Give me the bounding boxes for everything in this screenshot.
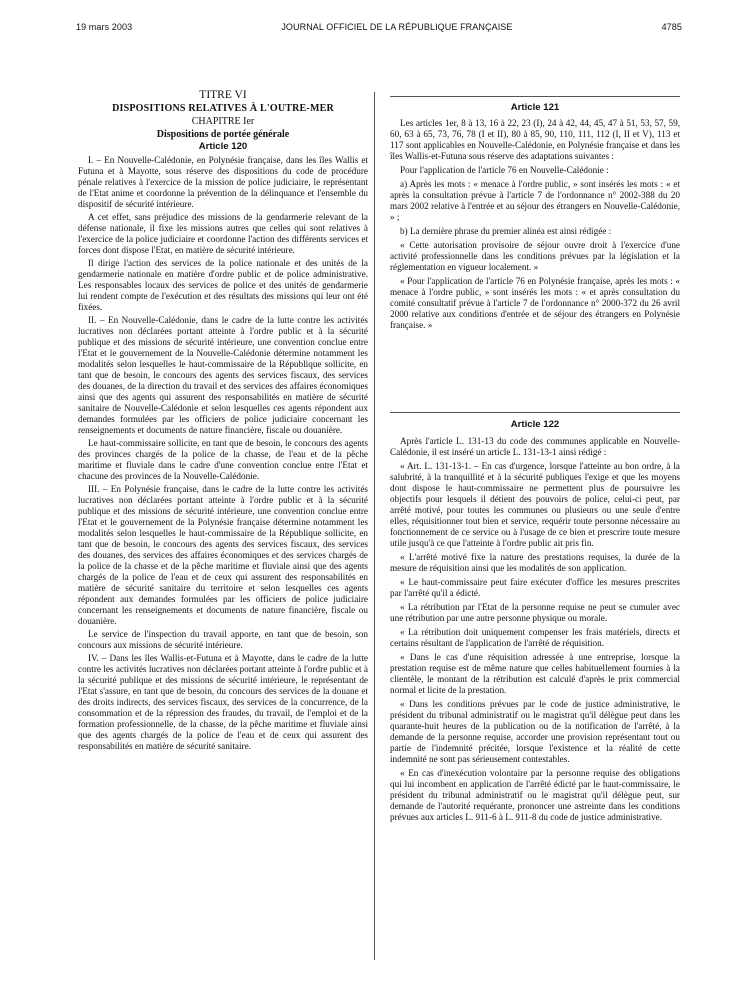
page-header	[76, 22, 682, 32]
header-page-number: 4785	[661, 22, 682, 32]
article-120-paragraph: II. – En Nouvelle-Calédonie, dans le cadre de la lutte contre les activités lucratives non déclarées portant atteinte à l'ordre public et à la sécurité publique et des missions de sécurité intérieure, une convention conclue entre l'Etat et le gouvernement de la Nouvelle-Calédonie détermine notamment les modalités selon lesquelles le haut-commissaire de la République sollicite, en tant que de besoin, le concours des agents des services fiscaux, des services des douanes, de la direction du travail et des services des affaires économiques ainsi que des agents qui assurent des responsabilités en matière de sécurité sanitaire de Nouvelle-Calédonie et selon lesquelles ces agents répondent aux demandes formulées par les officiers de police judiciaire concernant les renseignements et documents de nature financière, fiscale ou douanière.	[78, 315, 368, 435]
article-120-paragraph: A cet effet, sans préjudice des missions de la gendarmerie relevant de la défense nationale, il fixe les missions autres que celles qui sont relatives à l'exercice de la police judiciaire et coordonne l'action des différents services et forces dont dispose l'Etat, en matière de sécurité intérieure.	[78, 212, 368, 255]
article-122-paragraph: « Dans les conditions prévues par le code de justice administrative, le président du tribunal administratif ou le magistrat qu'il délègue peut dans les quarante-huit heures de la publication ou de la notification de l'arrêté, à la demande de la personne requise, accorder une provision représentant tout ou partie de l'indemnité précitée, lorsque l'existence et la réalité de cette indemnité ne sont pas sérieusement contestables.	[390, 699, 680, 764]
article-122-paragraph: « Le haut-commissaire peut faire exécuter d'office les mesures prescrites par l'arrêté qu'il a édicté.	[390, 577, 680, 598]
article-121-heading: Article 121	[510, 102, 560, 113]
article-120-paragraph: Le service de l'inspection du travail apporte, en tant que de besoin, son concours aux missions de sécurité intérieure.	[78, 629, 368, 650]
article-122-heading: Article 122	[510, 419, 560, 430]
article-121-paragraph: « Cette autorisation provisoire de séjour ouvre droit à l'exercice d'une activité professionnelle dans les conditions prévues par la législation et la réglementation en vigueur localement. »	[390, 240, 680, 272]
header-date: 19 mars 2003	[76, 22, 133, 32]
article-120-paragraph: Il dirige l'action des services de la police nationale et des unités de la gendarmerie nationale en matière d'ordre public et de police administrative. Les responsables locaux des services de police et des unités de gendarmerie lui rendent compte de l'exécution et des résultats des missions qui leur ont été fixées.	[78, 258, 368, 312]
header-journal-title: JOURNAL OFFICIEL DE LA RÉPUBLIQUE FRANÇAISE	[281, 22, 513, 32]
dispositions-heading: DISPOSITIONS RELATIVES À L'OUTRE-MER	[112, 103, 334, 114]
article-122-rule	[390, 412, 680, 413]
chapitre-heading: CHAPITRE Ier	[191, 116, 255, 127]
section-subtitle: Dispositions de portée générale	[156, 129, 290, 140]
article-121-paragraph: Les articles 1er, 8 à 13, 16 à 22, 23 (I), 24 à 42, 44, 45, 47 à 51, 53, 57, 59, 60, 63 à 65, 73, 76, 78 (I et II), 80 à 85, 90, 110, 111, 112 (I, II et V), 113 et 117 sont applicables en Nouvelle-Calédonie, en Polynésie française et dans les îles Wallis-et-Futuna sous réserve des adaptations suivantes :	[390, 118, 680, 161]
article-120-heading: Article 120	[198, 141, 248, 152]
article-121-body	[390, 118, 680, 334]
article-120-paragraph: I. – En Nouvelle-Calédonie, en Polynésie française, dans les îles Wallis et Futuna et à Mayotte, sous réserve des dispositions du code de procédure pénale relatives à l'exercice de la mission de police judiciaire, le représentant de l'Etat anime et coordonne la prévention de la délinquance et l'ensemble du dispositif de sécurité intérieure.	[78, 155, 368, 209]
article-122-paragraph: « La rétribution doit uniquement compenser les frais matériels, directs et certains résultant de l'application de l'arrêté de réquisition.	[390, 627, 680, 648]
article-122-paragraph: « Dans le cas d'une réquisition adressée à une entreprise, lorsque la prestation requise est de même nature que celles habituellement fournies à la clientèle, le montant de la rétribution est calculé d'après le prix commercial normal et licite de la prestation.	[390, 652, 680, 695]
article-122-paragraph: « En cas d'inexécution volontaire par la personne requise des obligations qui lui incombent en application de l'arrêté édicté par le haut-commissaire, le président du tribunal administratif ou le magistrat qu'il délègue peut, sur demande de l'autorité requérante, prononcer une astreinte dans les conditions prévues aux articles L. 911-6 à L. 911-8 du code de justice administrative.	[390, 768, 680, 822]
article-121-rule	[390, 96, 680, 97]
titre-heading: TITRE VI	[199, 89, 247, 101]
article-120-paragraph: IV. – Dans les îles Wallis-et-Futuna et à Mayotte, dans le cadre de la lutte contre les activités lucratives non déclarées portant atteinte à l'ordre public et à la sécurité publique et des missions de sécurité intérieure, le représentant de l'Etat s'assure, en tant que de besoin, du concours des services de la douane et des droits indirects, des services fiscaux, des services de la concurrence, de la consommation et de la répression des fraudes, du travail, de l'emploi et de la formation professionnelle, de la chasse, de la pêche maritime et fluviale ainsi que des agents chargés de la police de l'eau et de ceux qui assurent des responsabilités en matière de sécurité sanitaire.	[78, 653, 368, 751]
article-122-body	[390, 436, 680, 826]
article-120-paragraph: Le haut-commissaire sollicite, en tant que de besoin, le concours des agents des provinces chargés de la police de la chasse, de l'eau et de la pêche maritime et fluviale dans le cadre d'une convention conclue entre l'Etat et chacune des provinces de la Nouvelle-Calédonie.	[78, 438, 368, 481]
article-122-paragraph: « L'arrêté motivé fixe la nature des prestations requises, la durée de la mesure de réquisition ainsi que les modalités de son application.	[390, 552, 680, 573]
left-column	[78, 90, 368, 754]
article-121-paragraph: Pour l'application de l'article 76 en Nouvelle-Calédonie :	[400, 165, 609, 175]
article-120-paragraph: III. – En Polynésie française, dans le cadre de la lutte contre les activités lucratives non déclarées portant atteinte à l'ordre public et à la sécurité publique et des missions de sécurité intérieure, une convention conclue entre l'Etat et le gouvernement de la Polynésie française détermine notamment les modalités selon lesquelles le haut-commissaire de la République sollicite, en tant que de besoin, le concours des agents des services fiscaux, des services des douanes, des services des affaires économiques et des services chargés de la police de la chasse et de la pêche maritime et fluviale ainsi que des agents chargés de la police de l'eau et de ceux qui assurent des responsabilités en matière de sécurité sanitaire du territoire et selon lesquelles ces agents répondent aux demandes formulées par les officiers de police judiciaire concernant les renseignements et documents de nature financière, fiscale ou douanière.	[78, 484, 368, 626]
article-121-paragraph: a) Après les mots : « menace à l'ordre public, » sont insérés les mots : « et après la consultation prévue à l'article 7 de l'ordonnance n° 2002-388 du 20 mars 2002 relative à l'entrée et au séjour des étrangers en Nouvelle-Calédonie, » ;	[390, 179, 680, 222]
article-122-paragraph: « La rétribution par l'Etat de la personne requise ne peut se cumuler avec une rétribution par une autre personne physique ou morale.	[390, 602, 680, 623]
article-121-paragraph: b) La dernière phrase du premier alinéa est ainsi rédigée :	[400, 226, 612, 236]
article-122-paragraph: Après l'article L. 131-13 du code des communes applicable en Nouvelle-Calédonie, il est inséré un article L. 131-13-1 ainsi rédigé :	[390, 436, 680, 457]
article-121-paragraph: « Pour l'application de l'article 76 en Polynésie française, après les mots : « menace à l'ordre public, » sont insérés les mots : « et après consultation du comité consultatif prévue à l'article 7 de l'ordonnance n° 2000-372 du 26 avril 2000 relative aux conditions d'entrée et de séjour des étrangers en Polynésie française. »	[390, 276, 680, 330]
article-122-paragraph: « Art. L. 131-13-1. – En cas d'urgence, lorsque l'atteinte au bon ordre, à la salubrité, à la tranquillité et à la sécurité publiques l'exige et que les moyens dont dispose le haut-commissaire ne permettent plus de poursuivre les objectifs pour lesquels il détient des pouvoirs de police, celui-ci peut, par arrêté motivé, pour toutes les communes ou plusieurs ou une seule d'entre elles, réquisitionner tout bien et service, requérir toute personne nécessaire au fonctionnement de ce service ou à l'usage de ce bien et prescrire toute mesure utile jusqu'à ce que l'atteinte à l'ordre public ait pris fin.	[390, 461, 680, 548]
column-divider	[374, 92, 375, 960]
